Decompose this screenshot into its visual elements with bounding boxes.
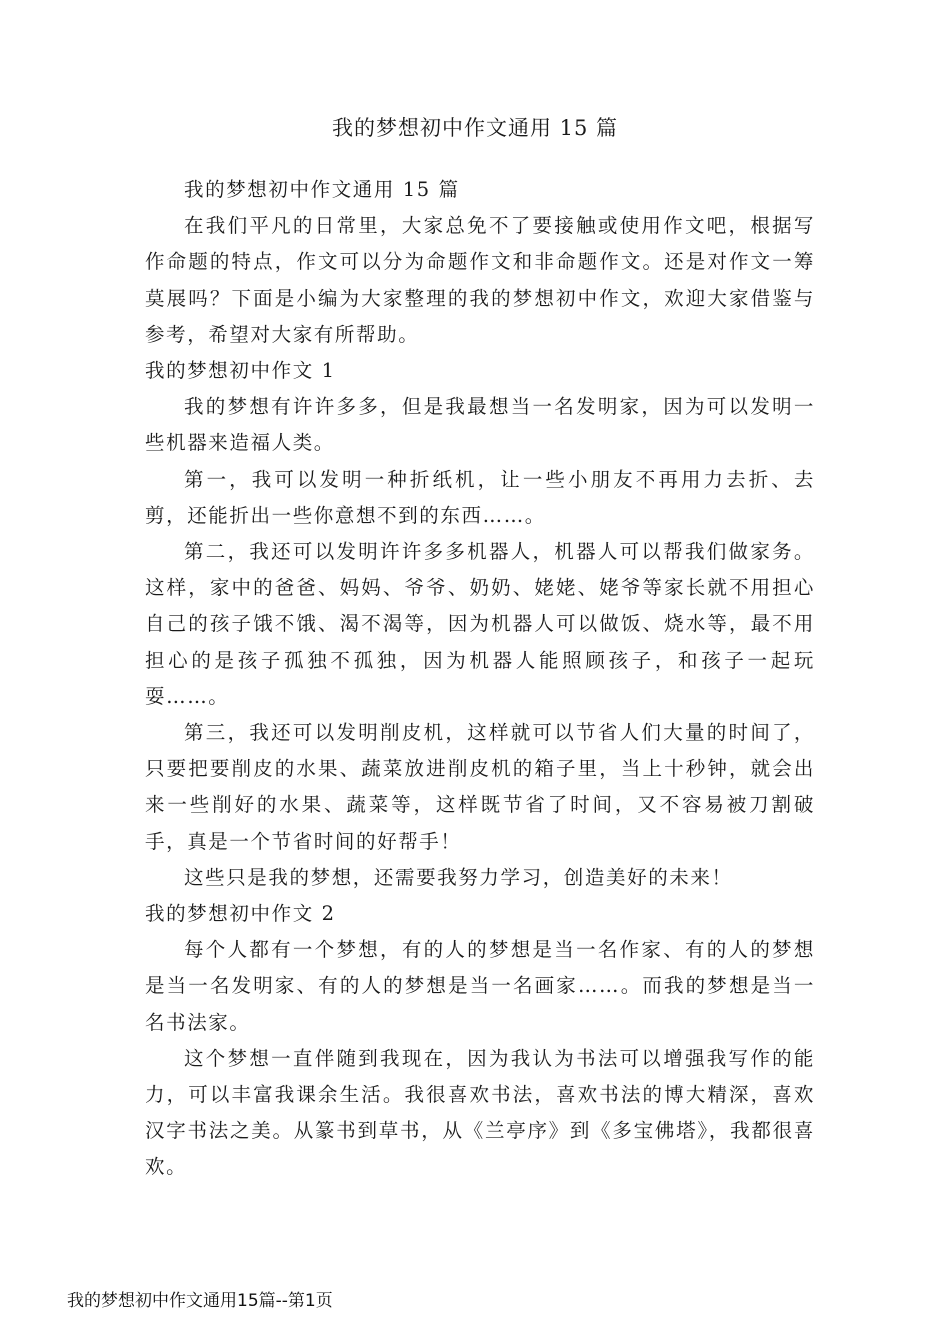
paragraph: 这些只是我的梦想，还需要我努力学习，创造美好的未来！ <box>184 865 733 889</box>
paragraph: 这个梦想一直伴随到我现在，因为我认为书法可以增强我写作的能力，可以丰富我课余生活。我很喜欢书法，喜欢书法的博大精深，喜欢汉字书法之美。从篆书到草书，从《兰亭序》到《多宝佛塔》，我都很喜欢。 <box>145 1046 815 1179</box>
section-heading-2: 我的梦想初中作文 2 <box>145 902 336 926</box>
paragraph: 我的梦想有许许多多，但是我最想当一名发明家，因为可以发明一些机器来造福人类。 <box>145 395 815 455</box>
paragraph-intro: 在我们平凡的日常里，大家总免不了要接触或使用作文吧，根据写作命题的特点，作文可以分为命题作文和非命题作文。还是对作文一筹莫展吗？下面是小编为大家整理的我的梦想初中作文，欢迎大家借鉴与参考，希望对大家有所帮助。 <box>145 214 815 346</box>
paragraph-subtitle: 我的梦想初中作文通用 15 篇 <box>184 178 460 201</box>
document-title: 我的梦想初中作文通用 15 篇 <box>331 116 619 140</box>
paragraph: 第三，我还可以发明削皮机，这样就可以节省人们大量的时间了，只要把要削皮的水果、蔬菜放进削皮机的箱子里，当上十秒钟，就会出来一些削好的水果、蔬菜等，这样既节省了时间，又不容易被刀割破手，真是一个节省时间的好帮手！ <box>145 721 815 853</box>
paragraph: 第二，我还可以发明许许多多机器人，机器人可以帮我们做家务。这样，家中的爸爸、妈妈、爷爷、奶奶、姥姥、姥爷等家长就不用担心自己的孩子饿不饿、渴不渴等，因为机器人可以做饭、烧水等，最不用担心的是孩子孤独不孤独，因为机器人能照顾孩子，和孩子一起玩耍……。 <box>145 540 815 708</box>
paragraph: 第一，我可以发明一种折纸机，让一些小朋友不再用力去折、去剪，还能折出一些你意想不到的东西……。 <box>145 467 815 527</box>
paragraph: 每个人都有一个梦想，有的人的梦想是当一名作家、有的人的梦想是当一名发明家、有的人的梦想是当一名画家……。而我的梦想是当一名书法家。 <box>145 938 815 1034</box>
page-footer: 我的梦想初中作文通用15篇--第1页 <box>67 1291 333 1311</box>
document-body <box>145 172 815 1186</box>
section-heading-1: 我的梦想初中作文 1 <box>145 359 336 383</box>
